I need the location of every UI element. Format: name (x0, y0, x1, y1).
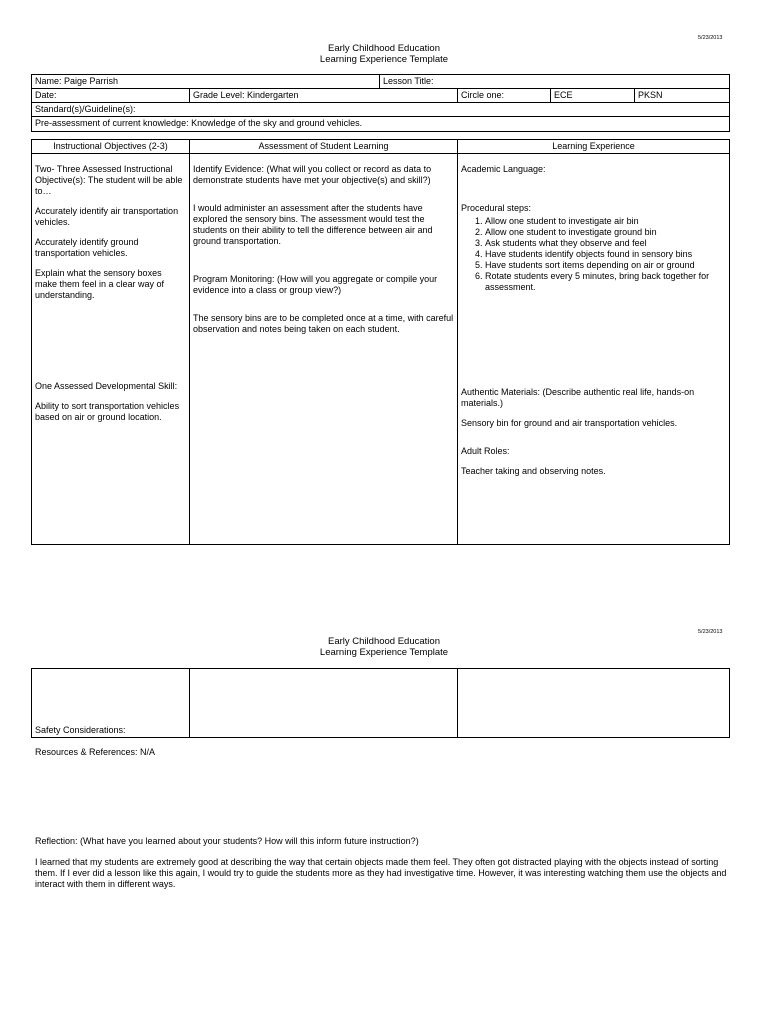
date-cell: Date: (32, 89, 190, 103)
procedural-step: 5. Have students sort items depending on air or ground (485, 260, 726, 271)
name-cell: Name: Paige Parrish (32, 75, 380, 89)
learning-cell (458, 154, 730, 545)
objectives-intro: Two- Three Assessed Instructional Objective(s): The student will be able to… (35, 164, 183, 196)
assessment-cell (190, 154, 458, 545)
monitoring-label: Program Monitoring: (How will you aggregate or compile your evidence into a class or group view?) (193, 274, 438, 295)
safety-considerations-label: Safety Considerations: (35, 725, 126, 735)
objectives-cell (32, 154, 190, 545)
objective-1: Accurately identify air transportation vehicles. (35, 206, 179, 227)
adult-roles-text: Teacher taking and observing notes. (461, 466, 606, 476)
evidence-text: I would administer an assessment after the students have explored the sensory bins. The assessment would test the students on their ability to tell the difference between air and ground transportation. (193, 203, 433, 246)
page-date: 5/23/2013 (698, 35, 723, 41)
objectives-header: Instructional Objectives (2-3) (32, 140, 190, 154)
blank-cell (458, 669, 730, 738)
circle-one-cell: Circle one: (458, 89, 551, 103)
objective-2: Accurately identify ground transportation vehicles. (35, 237, 139, 258)
blank-cell (190, 669, 458, 738)
assessment-header: Assessment of Student Learning (190, 140, 458, 154)
reflection-label: Reflection: (What have you learned about your students? How will this inform future instruction?) (35, 836, 419, 846)
adult-roles-label: Adult Roles: (461, 446, 510, 456)
document-subtitle: Learning Experience Template (319, 54, 449, 65)
developmental-skill-text: Ability to sort transportation vehicles based on air or ground location. (35, 401, 180, 422)
reflection-text: I learned that my students are extremely good at describing the way that certain objects made them feel. They often got distracted playing with the objects instead of sorting them. If I ever did a lesson like this again, I would try to guide the students more as they had investigative time. However, it was interesting watching them use the objects and interact with them in different ways. (35, 857, 727, 889)
page2-date: 5/23/2013 (698, 629, 723, 635)
procedural-step: 3. Ask students what they observe and feel (485, 238, 726, 249)
page2-document-title: Early Childhood Education (328, 636, 440, 647)
learning-header: Learning Experience (458, 140, 730, 154)
academic-language-label: Academic Language: (461, 164, 546, 174)
lesson-table (31, 139, 730, 545)
procedural-step: 6. Rotate students every 5 minutes, bring back together for assessment. (485, 271, 726, 293)
procedural-steps-list (461, 216, 726, 293)
pksn-cell: PKSN (635, 89, 730, 103)
authentic-materials-label: Authentic Materials: (Describe authentic real life, hands-on materials.) (461, 387, 695, 408)
procedural-step: 1. Allow one student to investigate air bin (485, 216, 726, 227)
lesson-title-cell: Lesson Title: (380, 75, 730, 89)
continuation-table (31, 668, 730, 738)
objective-3: Explain what the sensory boxes make them feel in a clear way of understanding. (35, 268, 165, 300)
procedural-step: 2. Allow one student to investigate ground bin (485, 227, 726, 238)
info-table (31, 74, 730, 132)
document-title: Early Childhood Education (328, 43, 440, 54)
developmental-skill-label: One Assessed Developmental Skill: (35, 381, 178, 391)
evidence-label: Identify Evidence: (What will you collect or record as data to demonstrate students have met your objective(s) and skill?) (193, 164, 432, 185)
ece-cell: ECE (551, 89, 635, 103)
monitoring-text: The sensory bins are to be completed once at a time, with careful observation and notes being taken on each student. (193, 313, 454, 334)
resources-references: Resources & References: N/A (35, 747, 156, 757)
authentic-materials-text: Sensory bin for ground and air transportation vehicles. (461, 418, 678, 428)
pre-assessment-cell: Pre-assessment of current knowledge: Knowledge of the sky and ground vehicles. (32, 117, 730, 132)
procedural-step: 4. Have students identify objects found in sensory bins (485, 249, 726, 260)
grade-level-cell: Grade Level: Kindergarten (190, 89, 458, 103)
procedural-steps-label: Procedural steps: (461, 203, 532, 213)
standards-cell: Standard(s)/Guideline(s): (32, 103, 730, 117)
page2-document-subtitle: Learning Experience Template (319, 647, 449, 658)
safety-cell (32, 669, 190, 738)
